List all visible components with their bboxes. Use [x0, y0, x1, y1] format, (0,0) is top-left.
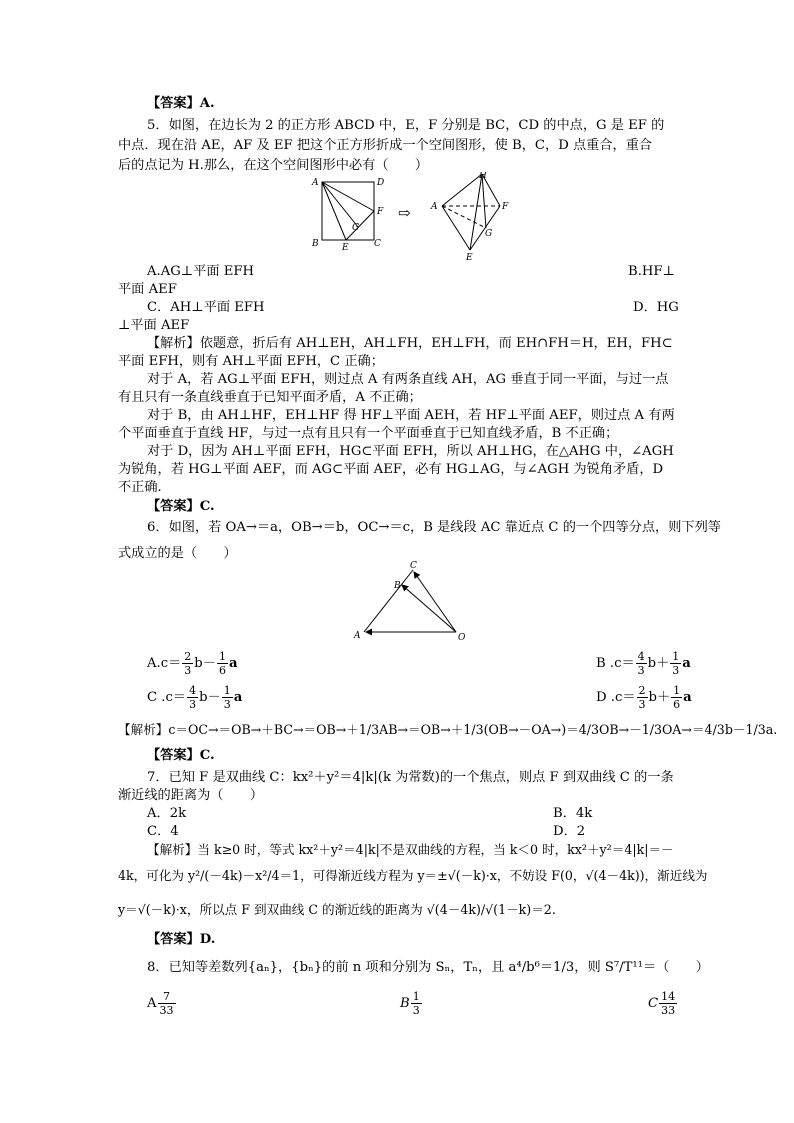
q7-option-a: A．2k: [147, 806, 187, 821]
q5-stem-line3: 后的点记为 H.那么，在这个空间图形中必有（ ）: [118, 158, 429, 173]
q6-option-c: C .c＝ $\frac{4}{3}$ b－ $\frac{1}{3}$ a: [147, 684, 243, 711]
q6-option-d: D .c＝ $\frac{2}{3}$ b＋ $\frac{1}{6}$ a: [596, 684, 692, 711]
q7-stem-line2: 渐近线的距离为（ ）: [118, 788, 264, 803]
fig-left-label-a: A: [312, 178, 319, 188]
q7-option-b: B．4k: [553, 806, 593, 821]
fig-left-label-b: B: [312, 239, 319, 249]
q5-option-b-cont: 平面 AEF: [118, 282, 177, 297]
fig-right-label-a: A: [431, 202, 438, 212]
q5-analysis-line2: 平面 EFH，则有 AH⊥平面 EFH，C 正确；: [118, 354, 384, 369]
q8-option-a: A $\frac{7}{33}$: [147, 990, 174, 1017]
q7-analysis-line1: 【解析】当 k≥0 时，等式 kx²＋y²＝4|k|不是双曲线的方程，当 k＜0 时，kx²＋y²＝4|k|＝－: [147, 842, 674, 857]
q5-analysis-line4: 有且只有一条直线垂直于已知平面矛盾，A 不正确；: [118, 390, 422, 405]
q5-analysis-line7: 对于 D，因为 AH⊥平面 EFH，HG⊂平面 EFH，所以 AH⊥HG，在△AHG 中，∠AGH: [147, 444, 674, 459]
fig-right-label-g: G: [485, 229, 493, 239]
q5-option-d: D．HG: [633, 300, 679, 315]
q7-option-d: D．2: [553, 824, 586, 839]
q6-stem-line1: 6．如图，若 OA→＝a，OB→＝b，OC→＝c，B 是线段 AC 靠近点 C 的一个四等分点，则下列等: [147, 520, 721, 535]
q7-analysis-line2: 4k，可化为 y²/(－4k)－x²/4＝1，可得渐近线方程为 y＝±√(－k)·x，不妨设 F(0，√(4－4k))，渐近线为: [118, 868, 708, 883]
fig-left-label-d: D: [377, 178, 385, 188]
q7-analysis-line3: y＝√(－k)·x，所以点 F 到双曲线 C 的渐近线的距离为 √(4－4k)/√(1－k)＝2.: [118, 902, 556, 917]
fig-left-label-f: F: [377, 207, 384, 217]
q5-analysis-line3: 对于 A，若 AG⊥平面 EFH，则过点 A 有两条直线 AH，AG 垂直于同一平面，与过一点: [147, 372, 669, 387]
q5-figure: [300, 172, 530, 264]
q6-fig-label-o: O: [458, 633, 466, 642]
q4-answer: 【答案】A.: [147, 96, 215, 111]
fig-right-label-e: E: [466, 253, 473, 263]
q6-analysis: 【解析】c＝OC→＝OB→＋BC→＝OB→＋1/3AB→＝OB→＋1/3(OB→－OA→)＝4/3OB→－1/3OA→＝4/3b－1/3a.: [118, 722, 778, 737]
q6-fig-label-a: A: [354, 631, 361, 641]
q6-fig-label-c: C: [410, 561, 417, 571]
q7-stem-line1: 7．已知 F 是双曲线 C：kx²＋y²＝4|k|(k 为常数)的一个焦点，则点 F 到双曲线 C 的一条: [147, 770, 674, 785]
q5-analysis-line1: 【解析】依题意，折后有 AH⊥EH，AH⊥FH，EH⊥FH，而 EH∩FH＝H，EH，FH⊂: [147, 336, 673, 351]
q6-stem-line2: 式成立的是（ ）: [118, 546, 237, 561]
q5-analysis-line5: 对于 B，由 AH⊥HF，EH⊥HF 得 HF⊥平面 AEH，若 HF⊥平面 AEF，则过点 A 有两: [147, 408, 675, 423]
q6-figure: [348, 560, 478, 642]
q5-analysis-line9: 不正确.: [118, 480, 162, 495]
q6-answer: 【答案】C.: [147, 748, 215, 763]
q7-answer: 【答案】D.: [147, 932, 216, 947]
q5-answer: 【答案】C.: [147, 499, 215, 514]
fig-left-label-c: C: [374, 239, 381, 249]
q8-option-b: B $\frac{1}{3}$: [400, 990, 420, 1017]
q5-option-d-cont: ⊥平面 AEF: [118, 318, 190, 333]
fig-left-label-e: E: [342, 243, 349, 253]
q5-stem-line2: 中点．现在沿 AE，AF 及 EF 把这个正方形折成一个空间图形，使 B，C，D 点重合，重合: [118, 138, 653, 153]
fold-arrow-icon: ⇨: [398, 204, 411, 222]
q5-option-b: B.HF⊥: [628, 264, 675, 279]
fig-right-label-h: H: [479, 172, 487, 181]
q6-option-a: A.c＝ $\frac{2}{3}$ b－ $\frac{1}{6}$ a: [147, 650, 238, 677]
q6-option-b: B .c＝ $\frac{4}{3}$ b＋ $\frac{1}{3}$ a: [596, 650, 691, 677]
q5-analysis-line6: 个平面垂直于直线 HF，与过一点有且只有一个平面垂直于已知直线矛盾，B 不正确；: [118, 426, 619, 441]
fig-right-label-f: F: [502, 202, 509, 212]
q7-option-c: C．4: [147, 824, 179, 839]
q5-analysis-line8: 为锐角，若 HG⊥平面 AEF，而 AG⊂平面 AEF，必有 HG⊥AG，与∠AGH 为锐角矛盾，D: [118, 462, 664, 477]
q5-option-c: C．AH⊥平面 EFH: [147, 300, 265, 315]
q5-stem-line1: 5．如图，在边长为 2 的正方形 ABCD 中，E，F 分别是 BC，CD 的中点，G 是 EF 的: [147, 118, 665, 133]
fig-left-label-g: G: [352, 223, 360, 233]
q6-fig-label-b: B: [394, 581, 401, 591]
q8-option-c: C $\frac{14}{33}$: [648, 990, 676, 1017]
q5-option-a: A.AG⊥平面 EFH: [147, 264, 255, 279]
q8-stem: 8．已知等差数列{aₙ}，{bₙ}的前 n 项和分别为 Sₙ，Tₙ，且 a⁴/b⁶＝1/3，则 S⁷/T¹¹＝（ ）: [147, 960, 709, 975]
